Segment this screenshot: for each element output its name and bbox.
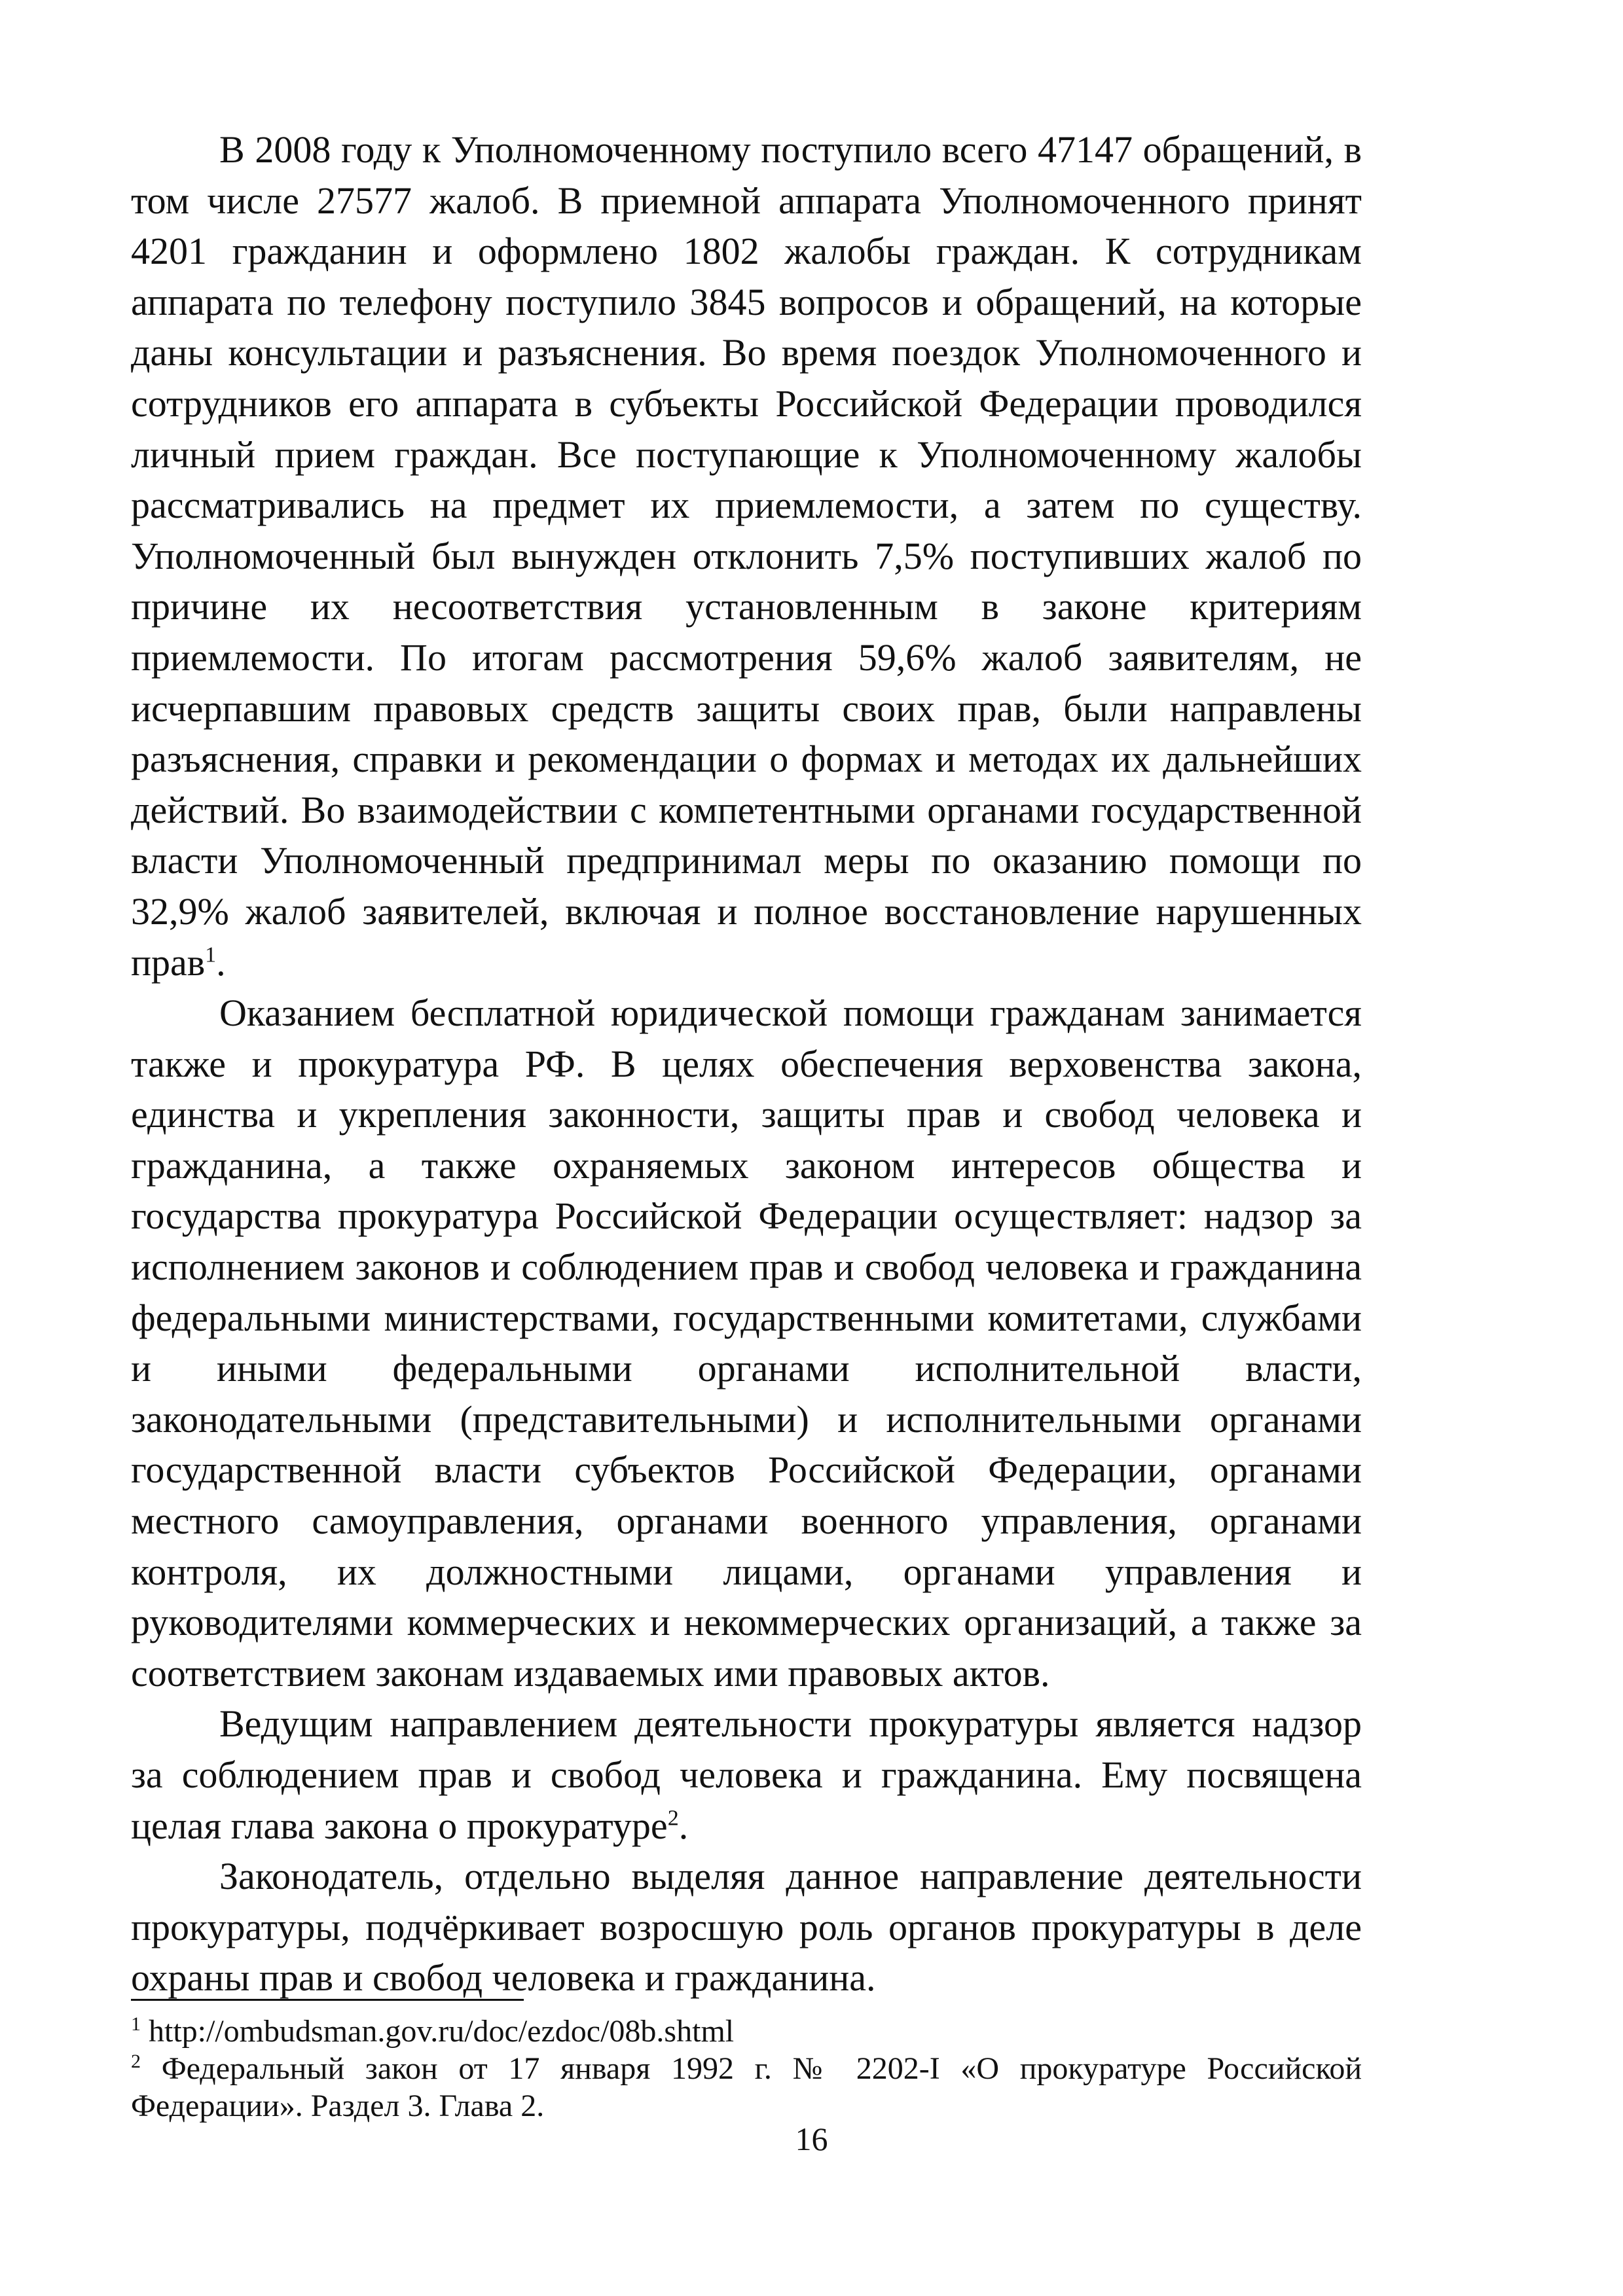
- paragraph-text: В 2008 году к Уполномоченному поступило всего 47147 обращений, в том числе 27577 жалоб. В приемной аппарата Уполномоченного принят 4201 гражданин и оформлено 1802 жалобы граждан. К сотрудникам аппарата по телефону поступило 3845 вопросов и обращений, на которые даны консультации и разъяснения. Во время поездок Уполномоченного и сотрудников его аппарата в субъекты Российской Федерации проводился личный прием граждан. Все поступающие к Уполномоченному жалобы рассматривались на предмет их приемлемости, а затем по существу. Уполномоченный был вынужден отклонить 7,5% поступивших жалоб по причине их несоответствия установленным в законе критериям приемлемости. По итогам рассмотрения 59,6% жалоб заявителям, не исчерпавшим правовых средств защиты своих прав, были направлены разъяснения, справки и рекомендации о формах и методах их дальнейших действий. Во взаимодействии с компетентными органами государственной власти Уполномоченный предпринимал меры по оказанию помощи по 32,9% жалоб заявителей, включая и полное восстановление нарушенных прав: [131, 128, 1362, 984]
- paragraph-text: Законодатель, отдельно выделяя данное направление деятельности прокуратуры, подчёркивает возросшую роль органов прокуратуры в деле охраны прав и свобод человека и гражданина.: [131, 1855, 1362, 2000]
- paragraph-supervision: [131, 1698, 1362, 1851]
- footnote-mark: 1: [131, 2013, 141, 2035]
- footnote-text: Федеральный закон от 17 января 1992 г. № 2202-I «О прокуратуре Российской Федерации». Раздел 3. Глава 2.: [131, 2051, 1362, 2123]
- paragraph-text: Ведущим направлением деятельности прокуратуры является надзор за соблюдением прав и свобод человека и гражданина. Ему посвящена целая глава закона о прокуратуре: [131, 1702, 1362, 1847]
- footnotes: [131, 2013, 1362, 2125]
- footnote-separator: [131, 1999, 524, 2001]
- footnote-2: [131, 2050, 1362, 2125]
- footnote-mark: 2: [131, 2051, 141, 2072]
- footnote-ref: 1: [205, 942, 217, 967]
- paragraph-legislator: [131, 1851, 1362, 2003]
- page-number: 16: [795, 2121, 828, 2157]
- paragraph-tail: .: [678, 1804, 689, 1847]
- footnote-text: http://ombudsman.gov.ru/doc/ezdoc/08b.shtml: [149, 2014, 735, 2049]
- main-text: [131, 124, 1362, 2003]
- footnote-1: [131, 2013, 1362, 2050]
- paragraph-prosecutor-role: [131, 988, 1362, 1698]
- paragraph-tail: .: [216, 941, 226, 984]
- paragraph-ombudsman-stats: [131, 124, 1362, 988]
- page-body: [131, 124, 1362, 2003]
- paragraph-text: Оказанием бесплатной юридической помощи гражданам занимается также и прокуратура РФ. В целях обеспечения верховенства закона, единства и укрепления законности, защиты прав и свобод человека и гражданина, а также охраняемых законом интересов общества и государства прокуратура Российской Федерации осуществляет: надзор за исполнением законов и соблюдением прав и свобод человека и гражданина федеральными министерствами, государственными комитетами, службами и иными федеральными органами исполнительной власти, законодательными (представительными) и исполнительными органами государственной власти субъектов Российской Федерации, органами местного самоуправления, органами военного управления, органами контроля, их должностными лицами, органами управления и руководителями коммерческих и некоммерческих организаций, а также за соответствием законам издаваемых ими правовых актов.: [131, 992, 1362, 1695]
- footnote-ref: 2: [667, 1806, 679, 1831]
